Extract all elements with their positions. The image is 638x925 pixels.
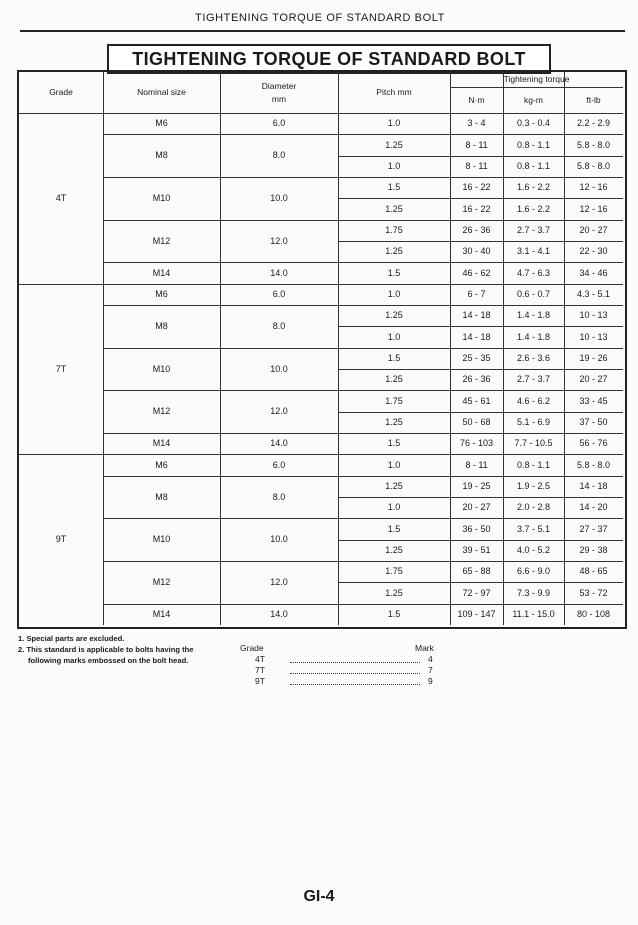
torque-nm-cell: 16 - 22 <box>462 182 491 193</box>
nominal-size-cell: M6 <box>155 459 168 470</box>
pitch-cell: 1.5 <box>387 438 401 449</box>
torque-nm-cell: 36 - 50 <box>462 523 491 534</box>
torque-ftlb-cell: 48 - 65 <box>579 566 608 577</box>
header-divider <box>450 87 623 88</box>
diameter-cell: 6.0 <box>272 288 286 299</box>
torque-ftlb-cell: 14 - 20 <box>579 502 608 513</box>
row-divider <box>338 198 623 199</box>
size-divider <box>103 220 338 221</box>
pitch-cell: 1.0 <box>387 288 401 299</box>
torque-ftlb-cell: 27 - 37 <box>579 523 608 534</box>
torque-kgm-cell: 1.9 - 2.5 <box>516 480 551 491</box>
nominal-size-cell: M12 <box>152 406 171 417</box>
torque-kgm-cell: 3.7 - 5.1 <box>516 523 551 534</box>
torque-nm-cell: 8 - 11 <box>465 139 488 150</box>
header-pitch: Pitch mm <box>376 87 412 97</box>
pitch-cell: 1.25 <box>385 310 403 321</box>
torque-kgm-cell: 1.6 - 2.2 <box>516 203 551 214</box>
torque-ftlb-cell: 12 - 16 <box>579 203 608 214</box>
nominal-size-cell: M10 <box>152 534 171 545</box>
nominal-size-cell: M12 <box>152 235 171 246</box>
nominal-size-cell: M14 <box>152 267 171 278</box>
torque-kgm-cell: 4.0 - 5.2 <box>516 544 551 555</box>
grade-cell: 4T <box>55 192 67 203</box>
size-divider <box>103 604 338 605</box>
torque-nm-cell: 50 - 68 <box>462 416 491 427</box>
pitch-cell: 1.25 <box>385 203 403 214</box>
row-divider <box>338 433 623 434</box>
row-divider <box>338 540 623 541</box>
torque-nm-cell: 14 - 18 <box>462 331 491 342</box>
torque-ftlb-cell: 33 - 45 <box>579 395 608 406</box>
diameter-cell: 12.0 <box>270 576 288 587</box>
note-2-cont: following marks embossed on the bolt head. <box>28 656 189 665</box>
header-nm: N·m <box>468 94 485 105</box>
pitch-cell: 1.75 <box>385 566 403 577</box>
header-ftlb: ft-lb <box>586 94 601 105</box>
torque-nm-cell: 25 - 35 <box>462 352 491 363</box>
page-number: GI-4 <box>303 888 335 905</box>
pitch-cell: 1.5 <box>387 608 401 619</box>
torque-kgm-cell: 0.8 - 1.1 <box>516 459 551 470</box>
pitch-cell: 1.5 <box>387 267 401 278</box>
size-divider <box>103 390 338 391</box>
torque-kgm-cell: 2.7 - 3.7 <box>516 224 551 235</box>
page-header: TIGHTENING TORQUE OF STANDARD BOLT <box>195 12 445 24</box>
row-divider <box>338 284 623 285</box>
row-divider <box>338 604 623 605</box>
header-nominal-size: Nominal size <box>137 87 186 97</box>
diameter-cell: 8.0 <box>272 491 286 502</box>
pitch-cell: 1.0 <box>387 459 401 470</box>
torque-ftlb-cell: 10 - 13 <box>579 331 608 342</box>
grade-divider <box>19 284 338 285</box>
torque-ftlb-cell: 4.3 - 5.1 <box>576 288 611 299</box>
torque-nm-cell: 109 - 147 <box>457 608 496 619</box>
nominal-size-cell: M8 <box>155 150 168 161</box>
torque-kgm-cell: 7.7 - 10.5 <box>514 438 553 449</box>
torque-nm-cell: 3 - 4 <box>467 118 486 129</box>
header-diameter: Diameter <box>261 80 297 91</box>
size-divider <box>103 518 338 519</box>
torque-ftlb-cell: 2.2 - 2.9 <box>576 118 611 129</box>
legend-grade-header: Grade <box>240 643 264 653</box>
pitch-cell: 1.0 <box>387 502 401 513</box>
torque-nm-cell: 46 - 62 <box>462 267 491 278</box>
diameter-cell: 8.0 <box>272 320 286 331</box>
torque-nm-cell: 8 - 11 <box>465 160 488 171</box>
nominal-size-cell: M10 <box>152 192 171 203</box>
row-divider <box>338 305 623 306</box>
torque-nm-cell: 26 - 36 <box>462 224 491 235</box>
pitch-cell: 1.25 <box>385 416 403 427</box>
torque-kgm-cell: 7.3 - 9.9 <box>516 587 551 598</box>
torque-ftlb-cell: 34 - 46 <box>579 267 608 278</box>
diameter-cell: 10.0 <box>270 363 288 374</box>
torque-nm-cell: 16 - 22 <box>462 203 491 214</box>
diameter-cell: 10.0 <box>270 192 288 203</box>
diameter-cell: 14.0 <box>270 267 288 278</box>
pitch-cell: 1.5 <box>387 523 401 534</box>
size-divider <box>103 433 338 434</box>
note-2: 2. This standard is applicable to bolts having the <box>18 645 194 654</box>
torque-nm-cell: 26 - 36 <box>462 374 491 385</box>
pitch-cell: 1.25 <box>385 139 403 150</box>
legend-grade-4t: 4T <box>255 654 265 664</box>
nominal-size-cell: M12 <box>152 576 171 587</box>
torque-nm-cell: 8 - 11 <box>465 459 488 470</box>
torque-kgm-cell: 2.0 - 2.8 <box>516 502 551 513</box>
row-divider <box>338 412 623 413</box>
grade-divider <box>19 454 338 455</box>
row-divider <box>338 518 623 519</box>
row-divider <box>338 369 623 370</box>
diameter-cell: 14.0 <box>270 438 288 449</box>
diameter-cell: 12.0 <box>270 235 288 246</box>
size-divider <box>103 348 338 349</box>
grade-cell: 7T <box>55 363 67 374</box>
size-divider <box>103 561 338 562</box>
pitch-cell: 1.5 <box>387 352 401 363</box>
notes <box>18 633 194 666</box>
diameter-cell: 6.0 <box>272 118 286 129</box>
diameter-cell: 14.0 <box>270 608 288 619</box>
legend-dots <box>290 655 420 663</box>
pitch-cell: 1.5 <box>387 182 401 193</box>
legend-grade-7t: 7T <box>255 665 265 675</box>
diameter-cell: 10.0 <box>270 534 288 545</box>
size-divider <box>103 476 338 477</box>
torque-kgm-cell: 2.6 - 3.6 <box>516 352 551 363</box>
torque-nm-cell: 45 - 61 <box>462 395 491 406</box>
torque-kgm-cell: 4.7 - 6.3 <box>516 267 551 278</box>
torque-kgm-cell: 3.1 - 4.1 <box>516 246 551 257</box>
row-divider <box>338 390 623 391</box>
torque-kgm-cell: 0.3 - 0.4 <box>516 118 551 129</box>
row-divider <box>338 156 623 157</box>
diameter-cell: 12.0 <box>270 406 288 417</box>
torque-nm-cell: 30 - 40 <box>462 246 491 257</box>
row-divider <box>338 348 623 349</box>
row-divider <box>338 454 623 455</box>
legend-dots <box>290 677 420 685</box>
pitch-cell: 1.25 <box>385 374 403 385</box>
row-divider <box>338 561 623 562</box>
torque-ftlb-cell: 12 - 16 <box>579 182 608 193</box>
pitch-cell: 1.75 <box>385 395 403 406</box>
torque-ftlb-cell: 20 - 27 <box>579 374 608 385</box>
row-divider <box>338 582 623 583</box>
torque-ftlb-cell: 20 - 27 <box>579 224 608 235</box>
row-divider <box>338 220 623 221</box>
size-divider <box>103 134 338 135</box>
header-divider <box>19 113 623 114</box>
torque-nm-cell: 19 - 25 <box>462 480 491 491</box>
legend-mark-9: 9 <box>428 676 433 686</box>
torque-kgm-cell: 2.7 - 3.7 <box>516 374 551 385</box>
torque-ftlb-cell: 56 - 76 <box>579 438 608 449</box>
legend-mark-header: Mark <box>415 643 434 653</box>
torque-ftlb-cell: 22 - 30 <box>579 246 608 257</box>
torque-kgm-cell: 0.6 - 0.7 <box>516 288 551 299</box>
size-divider <box>103 262 338 263</box>
row-divider <box>338 241 623 242</box>
row-divider <box>338 326 623 327</box>
diameter-cell: 8.0 <box>272 150 286 161</box>
torque-nm-cell: 76 - 103 <box>459 438 494 449</box>
header-diameter-unit: mm <box>271 94 287 104</box>
torque-ftlb-cell: 10 - 13 <box>579 310 608 321</box>
torque-nm-cell: 39 - 51 <box>462 544 491 555</box>
row-divider <box>338 177 623 178</box>
torque-nm-cell: 20 - 27 <box>462 502 491 513</box>
torque-ftlb-cell: 19 - 26 <box>579 352 608 363</box>
diameter-cell: 6.0 <box>272 459 286 470</box>
row-divider <box>338 497 623 498</box>
torque-kgm-cell: 1.4 - 1.8 <box>516 331 551 342</box>
row-divider <box>338 134 623 135</box>
nominal-size-cell: M8 <box>155 320 168 331</box>
torque-ftlb-cell: 5.8 - 8.0 <box>576 160 611 171</box>
torque-ftlb-cell: 14 - 18 <box>579 480 608 491</box>
torque-kgm-cell: 11.1 - 15.0 <box>512 608 555 619</box>
torque-ftlb-cell: 53 - 72 <box>579 587 608 598</box>
note-1: 1. Special parts are excluded. <box>18 634 125 643</box>
nominal-size-cell: M6 <box>155 118 168 129</box>
nominal-size-cell: M14 <box>152 438 171 449</box>
pitch-cell: 1.25 <box>385 480 403 491</box>
grade-cell: 9T <box>55 534 67 545</box>
torque-kgm-cell: 0.8 - 1.1 <box>516 139 551 150</box>
header-grade: Grade <box>49 87 73 97</box>
torque-kgm-cell: 0.8 - 1.1 <box>516 160 551 171</box>
pitch-cell: 1.0 <box>387 118 401 129</box>
legend-mark-4: 4 <box>428 654 433 664</box>
torque-kgm-cell: 1.4 - 1.8 <box>516 310 551 321</box>
legend-mark-7: 7 <box>428 665 433 675</box>
size-divider <box>103 305 338 306</box>
nominal-size-cell: M6 <box>155 288 168 299</box>
pitch-cell: 1.25 <box>385 246 403 257</box>
torque-ftlb-cell: 80 - 108 <box>576 608 611 619</box>
row-divider <box>338 476 623 477</box>
pitch-cell: 1.0 <box>387 160 401 171</box>
pitch-cell: 1.25 <box>385 587 403 598</box>
legend-dots <box>290 666 420 674</box>
torque-ftlb-cell: 5.8 - 8.0 <box>576 139 611 150</box>
nominal-size-cell: M10 <box>152 363 171 374</box>
torque-nm-cell: 72 - 97 <box>462 587 491 598</box>
pitch-cell: 1.25 <box>385 544 403 555</box>
row-divider <box>338 262 623 263</box>
nominal-size-cell: M8 <box>155 491 168 502</box>
torque-ftlb-cell: 29 - 38 <box>579 544 608 555</box>
torque-nm-cell: 14 - 18 <box>462 310 491 321</box>
table-title: TIGHTENING TORQUE OF STANDARD BOLT <box>107 44 551 74</box>
torque-kgm-cell: 5.1 - 6.9 <box>516 416 551 427</box>
torque-kgm-cell: 4.6 - 6.2 <box>516 395 551 406</box>
torque-nm-cell: 65 - 88 <box>462 566 491 577</box>
pitch-cell: 1.0 <box>387 331 401 342</box>
pitch-cell: 1.75 <box>385 224 403 235</box>
torque-kgm-cell: 6.6 - 9.0 <box>516 566 551 577</box>
nominal-size-cell: M14 <box>152 608 171 619</box>
header-rule <box>20 30 625 32</box>
torque-nm-cell: 6 - 7 <box>467 288 486 299</box>
torque-ftlb-cell: 5.8 - 8.0 <box>576 459 611 470</box>
size-divider <box>103 177 338 178</box>
header-tightening-torque: Tightening torque <box>503 74 570 84</box>
legend-grade-9t: 9T <box>255 676 265 686</box>
torque-kgm-cell: 1.6 - 2.2 <box>516 182 551 193</box>
torque-ftlb-cell: 37 - 50 <box>579 416 608 427</box>
header-kgm: kg-m <box>524 94 543 105</box>
